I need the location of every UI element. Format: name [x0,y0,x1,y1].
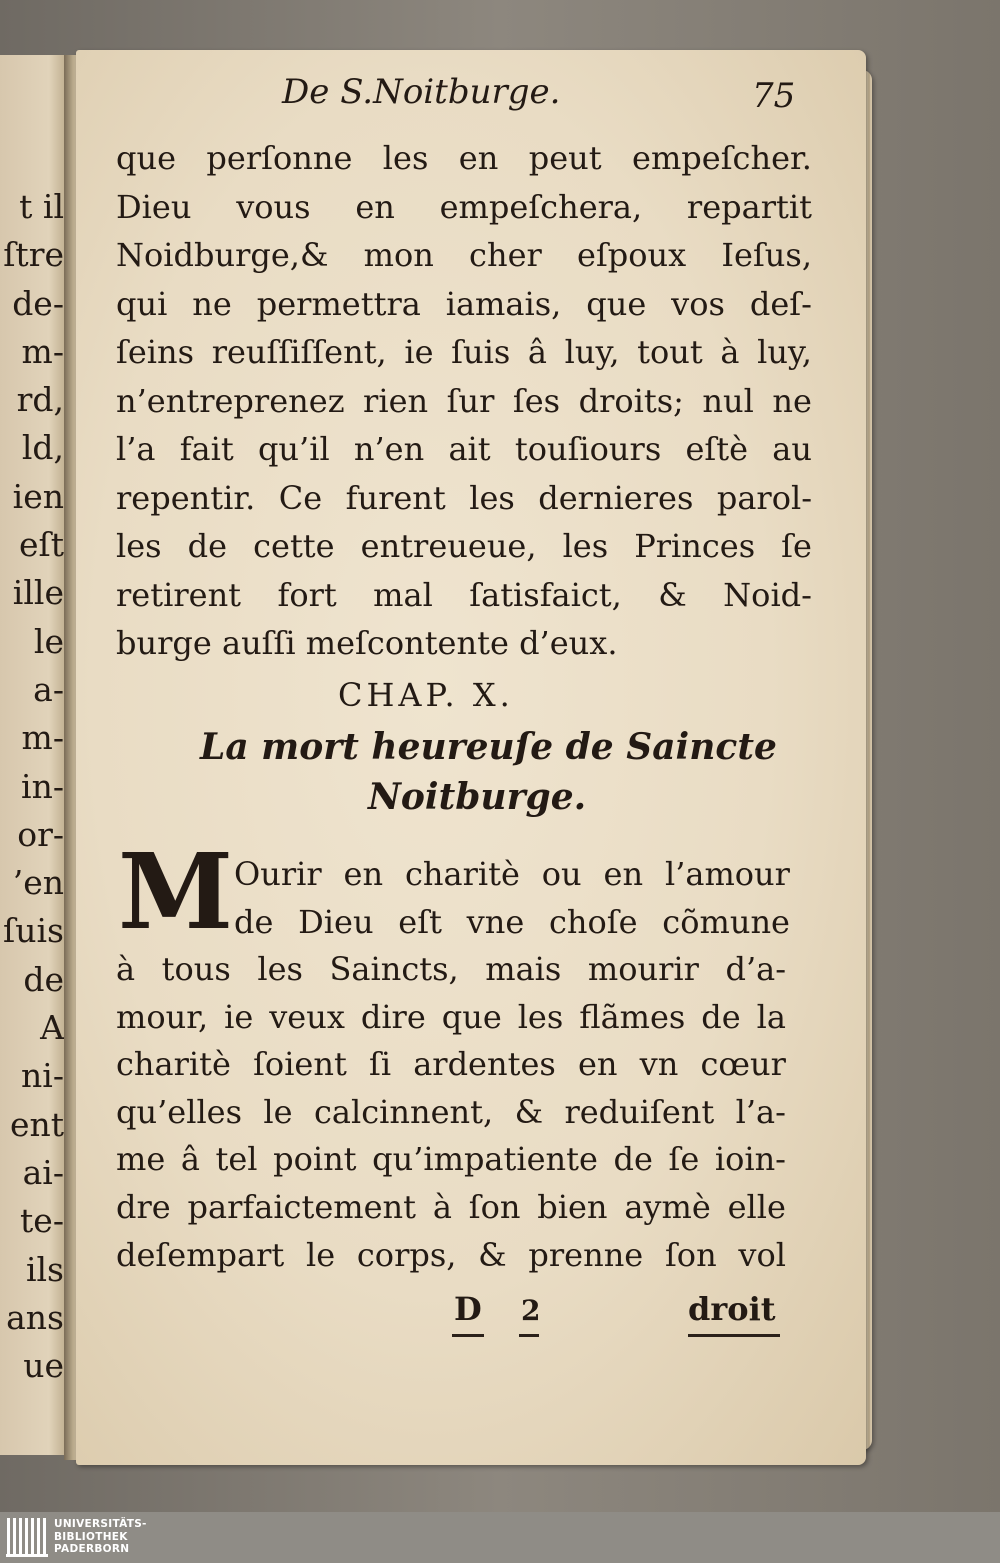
word: veux [269,997,345,1036]
word: repartit [686,187,812,226]
word: tel [215,1140,258,1179]
body-text [116,134,812,668]
word: d’a- [725,950,786,988]
drop-cap: M [118,830,234,953]
word: choſe [549,902,638,941]
word: de [701,997,741,1036]
left-fragment: ue [23,1346,64,1386]
word: deſempart [116,1235,285,1274]
word: â [180,1140,200,1179]
word: les [469,478,515,517]
word: le [305,1235,336,1274]
left-fragment: ien [12,476,64,516]
word: entreueue, [360,527,537,565]
chapter-label: CHAP. X. [338,676,514,714]
word: ſatisfaict, [469,575,622,614]
left-page-text-fragments [0,183,64,1390]
word: Ieſus, [721,236,812,274]
word: n’entreprenez [116,381,345,420]
left-fragment: te- [20,1201,64,1241]
word: n’en [353,430,425,468]
text-line [116,1041,786,1089]
word: en [603,855,644,893]
word: ne [192,284,232,323]
word: vne [466,902,525,941]
word: & [658,575,687,614]
left-fragment: le [33,621,64,661]
word: cœur [700,1045,786,1084]
running-title: De S.Noitburge. [282,72,561,112]
text-line [116,1184,786,1232]
word: dernieres [538,478,694,517]
word: les [382,139,429,177]
left-fragment: m- [21,718,64,758]
word: vos [671,284,725,323]
word: Dieu [298,902,374,941]
word: flãmes [579,997,686,1036]
word: perſonne [206,139,353,177]
word: elle [727,1187,786,1226]
left-fragment: eſt [18,525,64,565]
left-fragment: a- [33,669,64,709]
word: peut [528,139,602,177]
word: droits; [578,381,684,420]
left-fragment: ans [6,1297,64,1337]
word: prenne [528,1235,644,1274]
word: qu’elles [116,1092,243,1131]
logo-text-line: UNIVERSITÄTS- [54,1518,147,1530]
word: point [273,1140,357,1179]
word: en [355,187,395,226]
word: cette [253,527,335,565]
word: en [343,855,384,893]
word: & [514,1092,544,1131]
word: iamais, [445,284,562,323]
word: empeſchera, [439,187,643,226]
word: en [458,139,499,177]
word: ſi [368,1045,392,1084]
word: Noid- [723,575,812,614]
word: vol [738,1235,786,1274]
text-line [116,1232,786,1280]
word: Dieu [116,187,192,226]
logo-text-line: BIBLIOTHEK [54,1530,128,1543]
left-fragment: de- [12,283,64,323]
catchword-underline [688,1334,780,1337]
word: parfaictement [187,1187,417,1226]
word: bien [537,1187,608,1226]
left-fragment: A [40,1008,64,1048]
library-logo-icon [6,1516,50,1559]
left-fragment: ſtre [3,235,64,275]
word: eſpoux [577,236,687,274]
word: mourir [587,950,699,988]
word: parol- [716,478,812,517]
text-line [116,522,812,571]
word: cher [469,236,542,274]
left-fragment: rd, [16,380,64,420]
left-fragment: ils [25,1249,64,1289]
word: mon [363,236,434,274]
library-footer-bar [0,1512,1000,1563]
word: furent [345,478,446,517]
word: Noidburge,& [116,236,329,274]
word: les [517,997,564,1036]
word: & [478,1235,507,1274]
text-line [116,1089,786,1137]
word: permettra [256,284,421,323]
word: mour, [116,997,209,1036]
word: les [116,527,162,565]
word: Princes [634,527,756,565]
word: ſoient [253,1045,347,1084]
signature-number: 2 [521,1294,541,1327]
text-line [116,134,812,183]
text-line [116,571,812,620]
word: ioin- [714,1140,786,1179]
word: que [586,284,647,323]
left-fragment: ille [12,573,64,613]
text-line [116,994,786,1042]
left-page [0,55,70,1455]
word: luy, [757,333,812,371]
word: ſur [446,381,495,420]
word: ſon [664,1235,717,1274]
word: la [756,997,786,1036]
left-fragment: ent [9,1104,64,1144]
word: dre [116,1187,171,1226]
word: cõmune [662,902,790,941]
page-number: 75 [752,76,796,116]
word: ait [448,430,491,468]
text-line [116,328,812,377]
word: ſes [512,381,561,420]
logo-text-line: PADERBORN [54,1543,130,1555]
left-fragment: or- [17,814,64,854]
word: eſtè [685,430,749,468]
text-line [116,280,812,329]
left-fragment: de [23,959,64,999]
word: l’a- [735,1092,786,1131]
word: ſe [668,1140,700,1179]
word: ne [772,381,812,420]
word: mais [485,950,562,988]
text-line: burge auſſi meſcontente d’eux. [116,624,618,662]
word: l’amour [664,855,790,893]
text-line [234,851,790,899]
word: Ce [278,478,323,517]
left-fragment: ſuis [3,911,64,951]
text-line [234,899,790,947]
text-line [116,183,812,232]
word: retirent [116,575,242,614]
text-line [116,425,812,474]
word: touſiours [514,430,662,468]
word: charitè [404,855,520,893]
word: en [577,1045,618,1084]
word: de [187,527,228,565]
text-line [116,474,812,523]
word: â [527,333,547,371]
word: reduiſent [564,1092,715,1131]
word: tous [161,950,231,988]
word: l’a [116,430,156,468]
word: reuſſiſſent, [211,333,387,371]
word: ſe [781,527,812,565]
word: qu’il [257,430,330,468]
word: qu’impatiente [372,1140,598,1179]
signature-underline [452,1334,484,1337]
word: ie [404,333,434,371]
word: eſt [398,902,442,941]
text-line [116,1136,786,1184]
word: dire [360,997,426,1036]
signature-mark: D [454,1290,482,1328]
text-line [116,377,812,426]
word: ou [541,855,582,893]
word: aymè [624,1187,711,1226]
chapter-body-text [116,946,786,1279]
word: ie [224,997,254,1036]
word: tout [637,333,703,371]
word: ſuis [451,333,511,371]
word: fait [179,430,234,468]
word: rien [363,381,429,420]
word: Ourir [234,855,322,893]
word: luy, [564,333,620,371]
word: vous [236,187,311,226]
left-fragment: ai- [22,1152,64,1192]
word: que [116,139,177,177]
word: fort [277,575,337,614]
left-fragment: ni- [21,1056,64,1096]
text-line [116,231,812,280]
word: vn [639,1045,679,1084]
word: Saincts, [329,950,459,988]
word: le [263,1092,293,1131]
chapter-title-line-2: Noitburge. [368,776,587,818]
word: charitè [116,1045,231,1084]
left-fragment: t il [19,187,64,226]
word: ardentes [413,1045,556,1084]
word: à [720,333,740,371]
word: me [116,1140,166,1179]
word: à [116,950,136,988]
word: nul [702,381,754,420]
signature-number-underline [519,1334,539,1337]
word: calcinnent, [313,1092,494,1131]
word: empeſcher. [632,139,812,177]
word: deſ- [749,284,812,323]
left-fragment: ’en [12,863,64,903]
word: au [772,430,812,468]
word: à [432,1187,452,1226]
left-fragment: ld, [21,428,64,468]
text-line [116,946,786,994]
word: que [441,997,502,1036]
chapter-title-line-1: La mort heureuſe de Saincte [200,726,777,768]
catchword: droit [688,1290,776,1328]
word: de [613,1140,653,1179]
word: qui [116,284,168,323]
word: les [562,527,609,565]
word: mal [373,575,433,614]
word: corps, [356,1235,457,1274]
word: de [234,902,274,941]
chapter-first-lines [234,851,790,946]
word: les [257,950,303,988]
word: ſeins [116,333,195,371]
left-fragment: in- [21,766,64,806]
left-fragment: m- [21,331,64,371]
word: ſon [468,1187,521,1226]
word: repentir. [116,478,256,517]
library-logo-text [54,1518,147,1556]
